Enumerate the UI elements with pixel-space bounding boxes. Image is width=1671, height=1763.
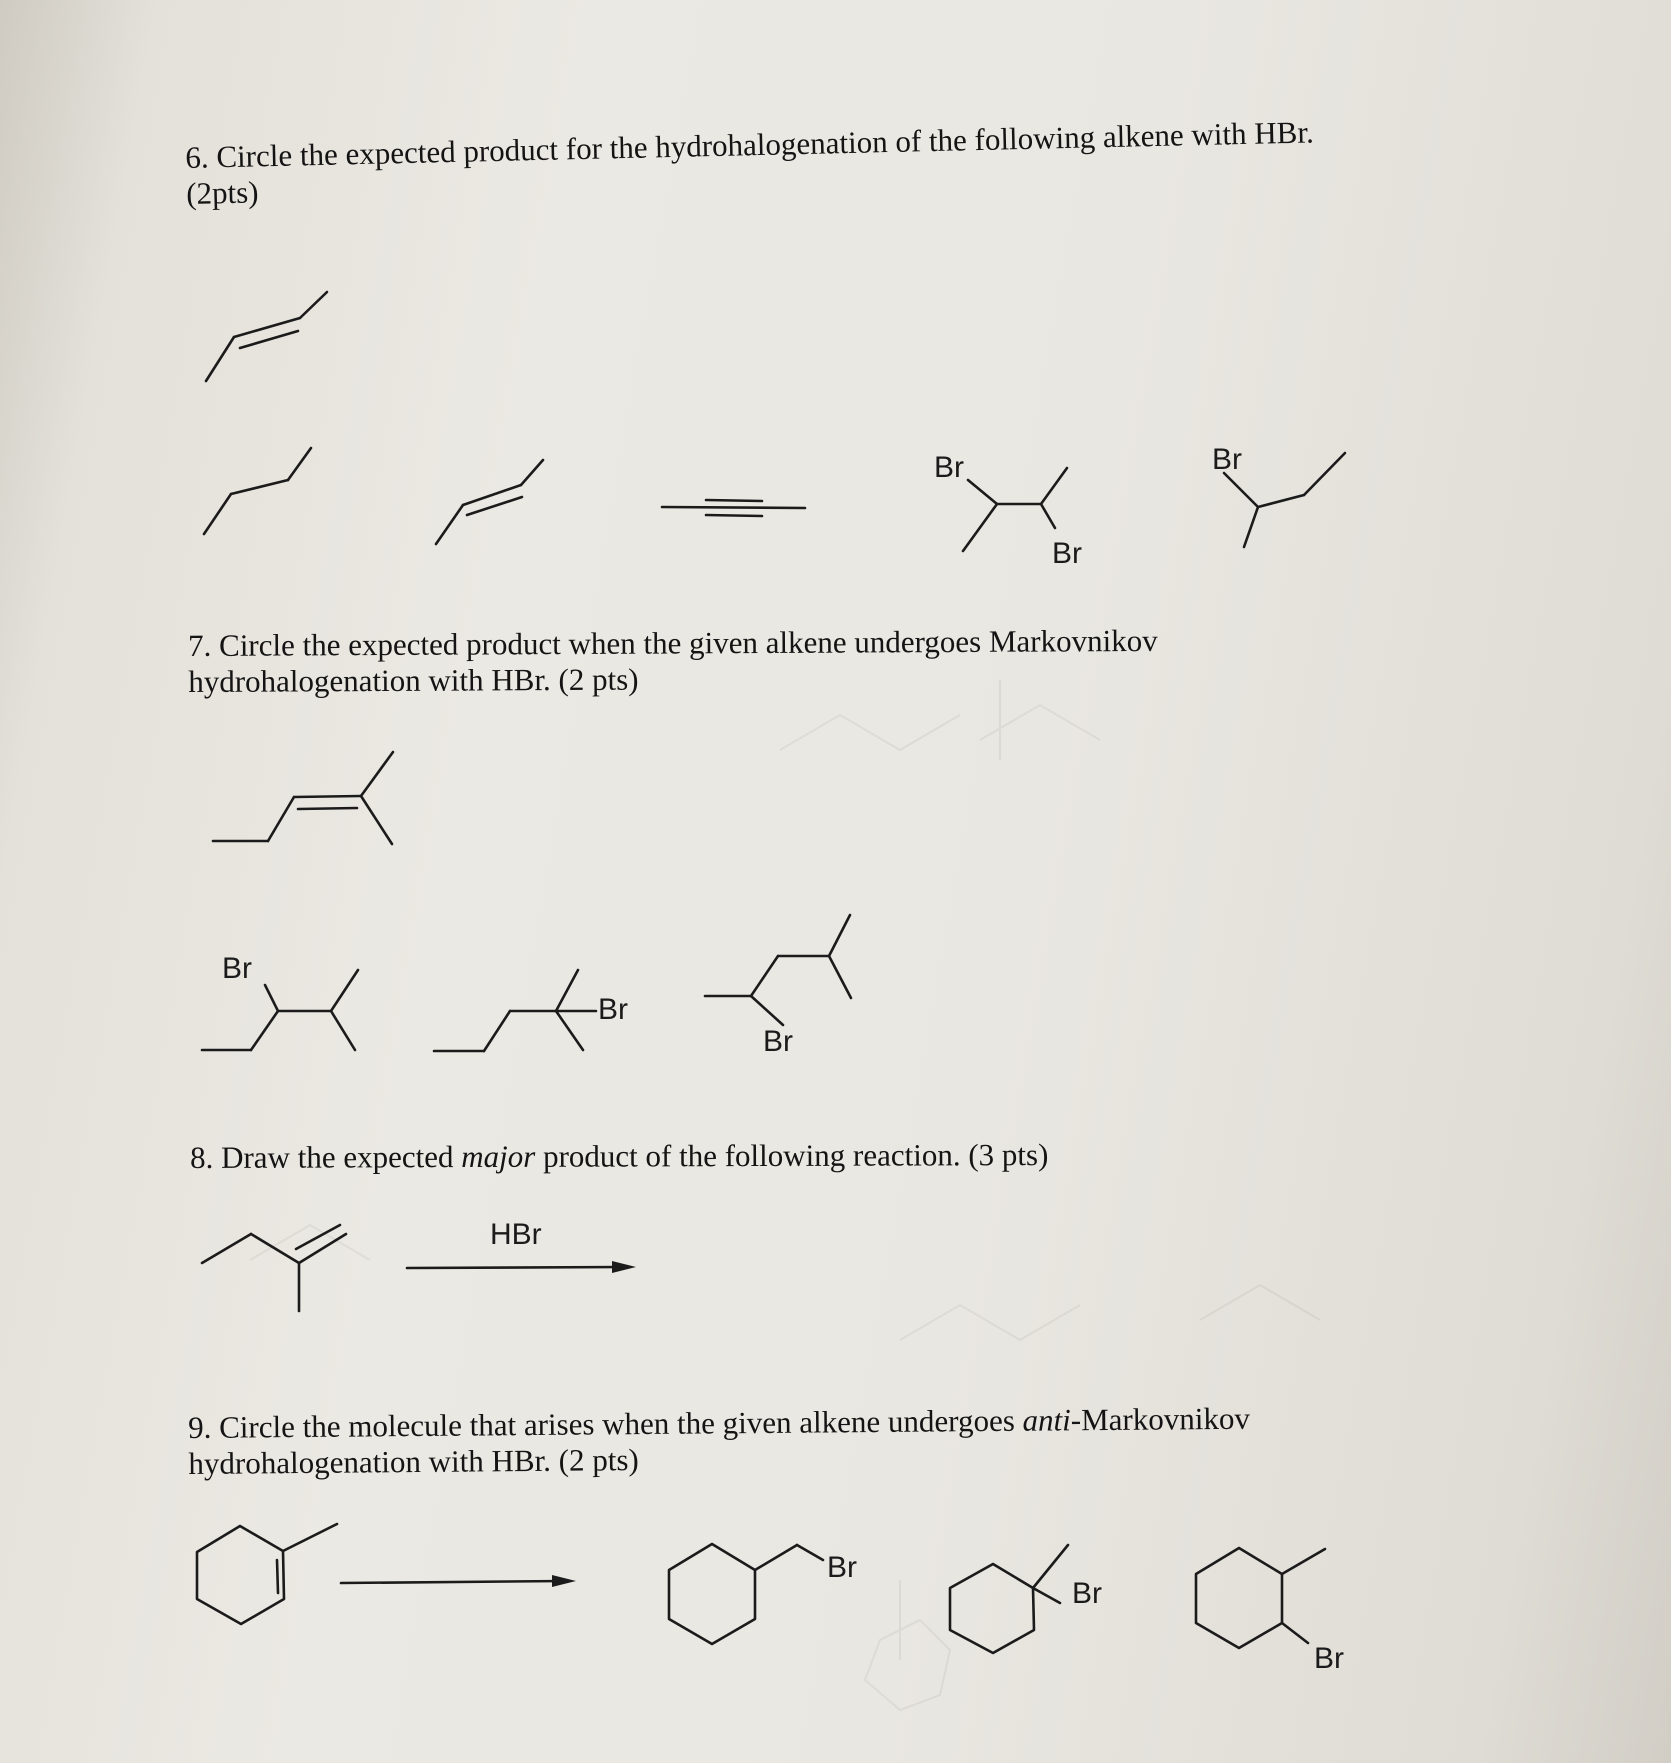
question-7-line2: hydrohalogenation with HBr. (2 pts) [188,661,639,699]
q8-starting-alkene [202,1225,346,1311]
q6-choice-2-bromobutane[interactable] [1212,443,1345,547]
q9-choice-bromomethylcyclohexane[interactable] [669,1544,857,1644]
q6-choice-2-butene[interactable] [436,460,543,544]
q7-choice-b-br: Br [598,993,628,1026]
q8-reaction-arrow [407,1261,636,1273]
q7-choice-a-br: Br [222,952,252,985]
q6-choice-butane[interactable] [204,448,311,534]
question-9-line2: hydrohalogenation with HBr. (2 pts) [188,1442,639,1481]
q6-choice-2-bromobutane-br: Br [1212,443,1242,476]
q9-choice-b-br: Br [1072,1577,1102,1610]
q9-choice-secondary-bromide[interactable] [1196,1548,1344,1675]
q9-starting-alkene [197,1524,337,1624]
q9-choice-a-br: Br [827,1551,857,1584]
q7-choice-3-bromo-2-methylpentane[interactable] [202,952,358,1050]
question-6-line2: (2pts) [185,174,259,211]
q7-choice-c-br: Br [763,1025,793,1058]
question-8-line1: 8. Draw the expected major product of the following reaction. (3 pts) [190,1137,1049,1175]
bleed-through-marks [250,680,1320,1710]
q8-reagent-hbr: HBr [490,1218,542,1251]
q6-choice-alkyne[interactable] [662,500,805,516]
q6-starting-alkene [206,292,327,381]
q7-choice-bromo-branched[interactable] [705,915,851,1058]
question-7-line1: 7. Circle the expected product when the given alkene undergoes Markovnikov [188,622,1158,663]
question-9-line1: 9. Circle the molecule that arises when the given alkene undergoes anti-Markovnikov [188,1400,1251,1445]
q7-starting-alkene [213,752,393,844]
q6-choice-dibromobutane[interactable] [934,451,1082,570]
q9-choice-tertiary-bromide[interactable] [950,1545,1102,1653]
q6-choice-dibromobutane-br-top: Br [934,451,964,484]
question-6-line1: 6. Circle the expected product for the hydrohalogenation of the following alkene with HBr. [185,114,1315,175]
q7-choice-2-bromo-2-methylpentane[interactable] [434,970,628,1051]
q6-choice-dibromobutane-br-bottom: Br [1052,537,1082,570]
q9-choice-c-br: Br [1314,1642,1344,1675]
q9-reaction-arrow [341,1575,576,1587]
